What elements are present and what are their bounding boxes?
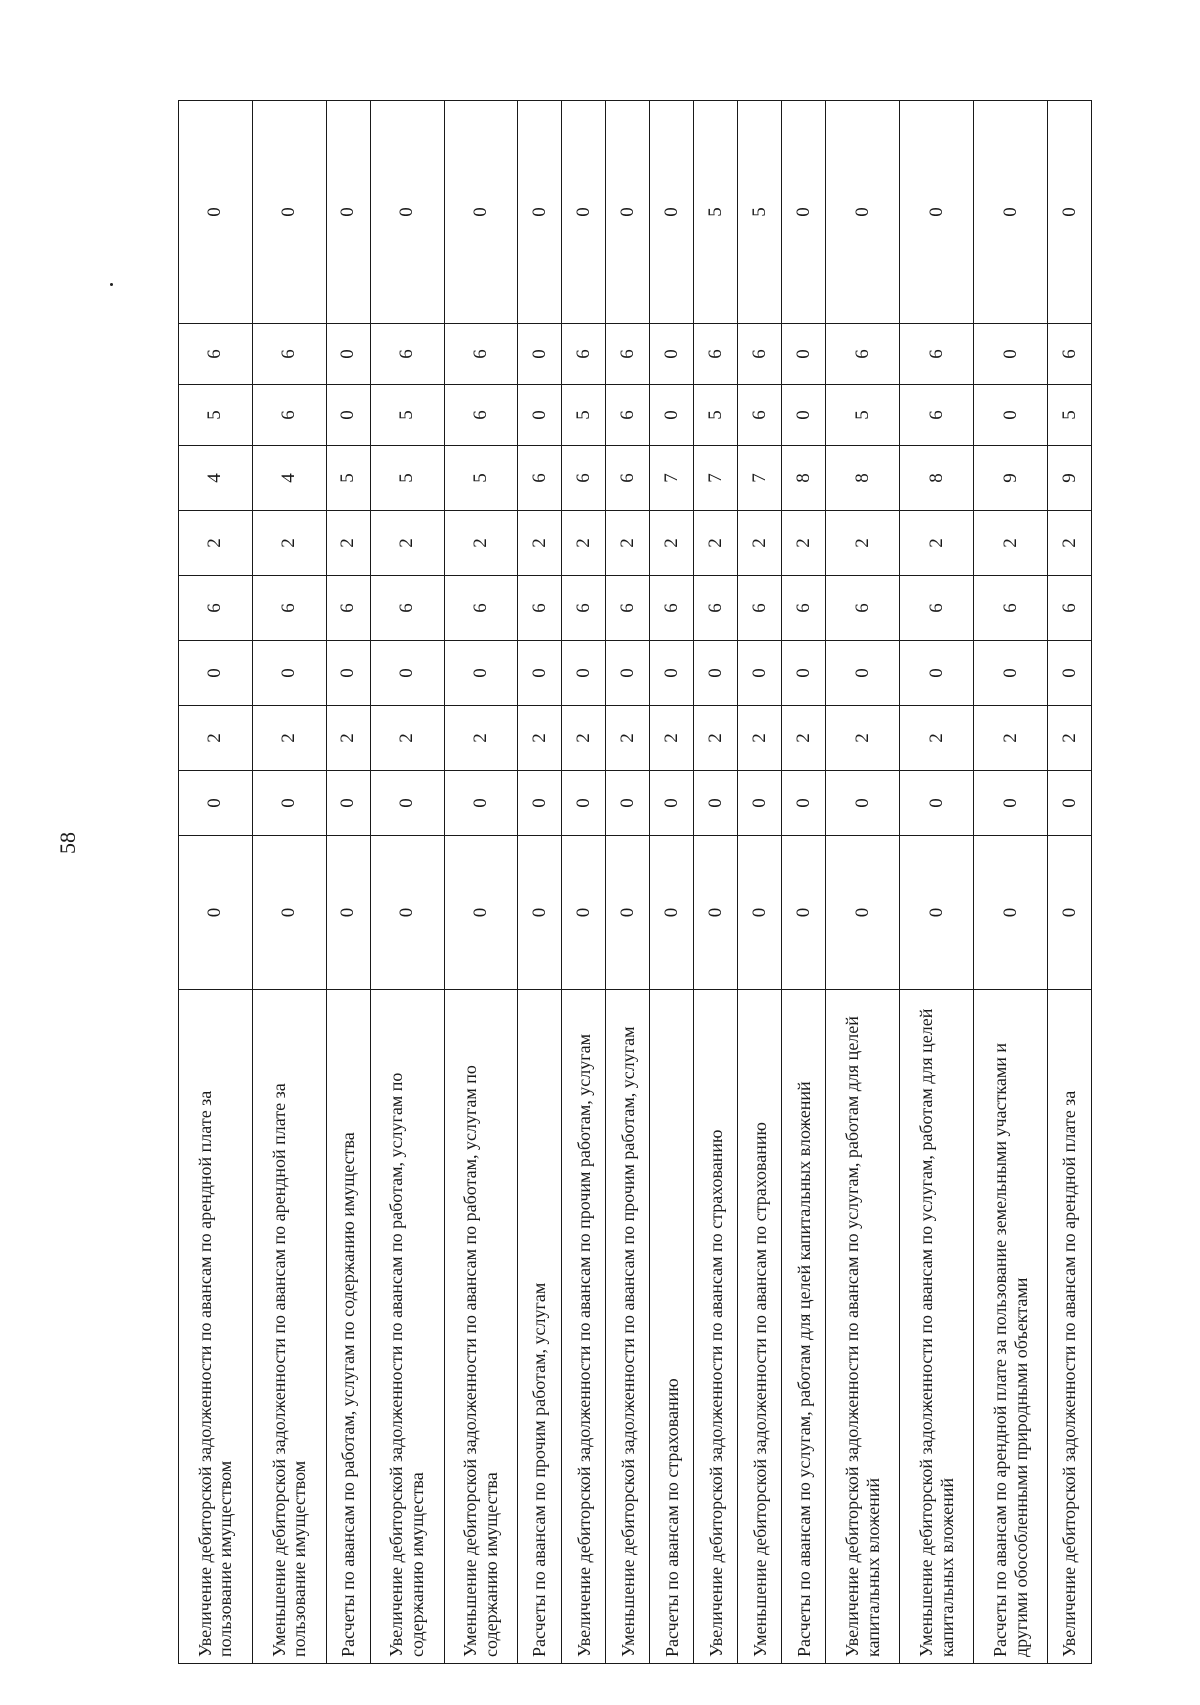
code-digit-cell: 0 xyxy=(826,771,900,836)
code-digit-cell: 0 xyxy=(782,385,826,446)
code-digit-cell: 0 xyxy=(1047,771,1091,836)
code-digit-cell: 2 xyxy=(900,511,974,576)
row-label: Увеличение дебиторской задолженности по авансам по арендной плате за xyxy=(1047,990,1091,1664)
code-digit-cell: 6 xyxy=(826,324,900,385)
code-digit-cell: 0 xyxy=(900,101,974,324)
code-digit-cell: 6 xyxy=(1047,324,1091,385)
code-digit-cell: 6 xyxy=(444,576,518,641)
code-digit-cell: 9 xyxy=(1047,446,1091,511)
code-digit-cell: 2 xyxy=(1047,706,1091,771)
code-digit-cell: 0 xyxy=(974,836,1048,990)
code-digit-cell: 2 xyxy=(562,511,606,576)
row-label: Увеличение дебиторской задолженности по авансам по арендной плате за пользование имуществом xyxy=(179,990,253,1664)
code-digit-cell: 0 xyxy=(694,771,738,836)
code-digit-cell: 0 xyxy=(252,641,326,706)
code-digit-cell: 5 xyxy=(444,446,518,511)
code-digit-cell: 0 xyxy=(370,101,444,324)
code-digit-cell: 0 xyxy=(606,641,650,706)
table-row xyxy=(606,101,650,1664)
code-digit-cell: 0 xyxy=(518,771,562,836)
code-digit-cell: 0 xyxy=(326,836,370,990)
accounts-table xyxy=(178,100,1092,1664)
code-digit-cell: 5 xyxy=(738,101,782,324)
code-digit-cell: 0 xyxy=(606,836,650,990)
code-digit-cell: 0 xyxy=(782,836,826,990)
rotated-table-wrapper xyxy=(178,101,1092,1664)
code-digit-cell: 0 xyxy=(738,836,782,990)
code-digit-cell: 5 xyxy=(179,385,253,446)
code-digit-cell: 0 xyxy=(179,641,253,706)
code-digit-cell: 6 xyxy=(826,576,900,641)
table-row xyxy=(252,101,326,1664)
code-digit-cell: 0 xyxy=(782,771,826,836)
table-row xyxy=(900,101,974,1664)
row-label: Уменьшение дебиторской задолженности по авансам по страхованию xyxy=(738,990,782,1664)
code-digit-cell: 0 xyxy=(782,641,826,706)
code-digit-cell: 2 xyxy=(900,706,974,771)
code-digit-cell: 0 xyxy=(974,324,1048,385)
code-digit-cell: 7 xyxy=(650,446,694,511)
code-digit-cell: 6 xyxy=(606,385,650,446)
code-digit-cell: 6 xyxy=(782,576,826,641)
code-digit-cell: 6 xyxy=(606,446,650,511)
table-row xyxy=(1047,101,1091,1664)
code-digit-cell: 7 xyxy=(738,446,782,511)
code-digit-cell: 6 xyxy=(562,324,606,385)
code-digit-cell: 2 xyxy=(179,511,253,576)
row-label: Увеличение дебиторской задолженности по авансам по услугам, работам для целей капитальных вложений xyxy=(826,990,900,1664)
code-digit-cell: 0 xyxy=(370,641,444,706)
code-digit-cell: 0 xyxy=(694,836,738,990)
code-digit-cell: 0 xyxy=(252,101,326,324)
table-row xyxy=(738,101,782,1664)
code-digit-cell: 6 xyxy=(179,576,253,641)
code-digit-cell: 0 xyxy=(179,771,253,836)
code-digit-cell: 2 xyxy=(826,511,900,576)
code-digit-cell: 6 xyxy=(650,576,694,641)
code-digit-cell: 0 xyxy=(826,641,900,706)
table-row xyxy=(326,101,370,1664)
table-row xyxy=(650,101,694,1664)
code-digit-cell: 8 xyxy=(826,446,900,511)
code-digit-cell: 5 xyxy=(694,385,738,446)
code-digit-cell: 6 xyxy=(326,576,370,641)
code-digit-cell: 5 xyxy=(370,385,444,446)
code-digit-cell: 0 xyxy=(518,641,562,706)
row-label: Расчеты по авансам по страхованию xyxy=(650,990,694,1664)
code-digit-cell: 0 xyxy=(518,836,562,990)
code-digit-cell: 0 xyxy=(518,385,562,446)
table-container xyxy=(178,101,1092,1664)
code-digit-cell: 2 xyxy=(326,511,370,576)
code-digit-cell: 6 xyxy=(518,576,562,641)
code-digit-cell: 6 xyxy=(562,446,606,511)
table-row xyxy=(782,101,826,1664)
code-digit-cell: 2 xyxy=(974,706,1048,771)
row-label: Расчеты по авансам по работам, услугам по содержанию имущества xyxy=(326,990,370,1664)
row-label: Расчеты по авансам по прочим работам, услугам xyxy=(518,990,562,1664)
code-digit-cell: 6 xyxy=(900,385,974,446)
code-digit-cell: 7 xyxy=(694,446,738,511)
code-digit-cell: 0 xyxy=(974,385,1048,446)
page-number: 58 xyxy=(55,832,80,854)
row-label: Увеличение дебиторской задолженности по авансам по страхованию xyxy=(694,990,738,1664)
code-digit-cell: 0 xyxy=(650,641,694,706)
code-digit-cell: 2 xyxy=(606,511,650,576)
code-digit-cell: 6 xyxy=(738,385,782,446)
code-digit-cell: 5 xyxy=(326,446,370,511)
code-digit-cell: 6 xyxy=(444,324,518,385)
code-digit-cell: 0 xyxy=(444,641,518,706)
code-digit-cell: 0 xyxy=(694,641,738,706)
code-digit-cell: 6 xyxy=(974,576,1048,641)
code-digit-cell: 0 xyxy=(252,836,326,990)
code-digit-cell: 6 xyxy=(694,576,738,641)
code-digit-cell: 2 xyxy=(444,706,518,771)
code-digit-cell: 6 xyxy=(1047,576,1091,641)
code-digit-cell: 0 xyxy=(650,324,694,385)
code-digit-cell: 0 xyxy=(974,101,1048,324)
code-digit-cell: 6 xyxy=(900,576,974,641)
code-digit-cell: 2 xyxy=(1047,511,1091,576)
code-digit-cell: 0 xyxy=(562,771,606,836)
code-digit-cell: 2 xyxy=(826,706,900,771)
row-label: Уменьшение дебиторской задолженности по авансам по услугам, работам для целей капитальных вложений xyxy=(900,990,974,1664)
code-digit-cell: 0 xyxy=(370,836,444,990)
code-digit-cell: 2 xyxy=(518,511,562,576)
code-digit-cell: 6 xyxy=(694,324,738,385)
code-digit-cell: 5 xyxy=(370,446,444,511)
code-digit-cell: 6 xyxy=(606,324,650,385)
code-digit-cell: 6 xyxy=(738,576,782,641)
code-digit-cell: 2 xyxy=(606,706,650,771)
table-row xyxy=(518,101,562,1664)
code-digit-cell: 0 xyxy=(326,324,370,385)
code-digit-cell: 0 xyxy=(606,771,650,836)
code-digit-cell: 0 xyxy=(650,836,694,990)
code-digit-cell: 6 xyxy=(518,446,562,511)
code-digit-cell: 6 xyxy=(252,324,326,385)
code-digit-cell: 0 xyxy=(562,101,606,324)
code-digit-cell: 0 xyxy=(900,641,974,706)
code-digit-cell: 4 xyxy=(252,446,326,511)
code-digit-cell: 0 xyxy=(650,385,694,446)
code-digit-cell: 0 xyxy=(650,101,694,324)
code-digit-cell: 0 xyxy=(900,836,974,990)
row-label: Уменьшение дебиторской задолженности по авансам по прочим работам, услугам xyxy=(606,990,650,1664)
code-digit-cell: 0 xyxy=(782,324,826,385)
code-digit-cell: 0 xyxy=(650,771,694,836)
code-digit-cell: 2 xyxy=(738,706,782,771)
code-digit-cell: 2 xyxy=(326,706,370,771)
scan-dot xyxy=(110,283,113,286)
code-digit-cell: 2 xyxy=(370,511,444,576)
code-digit-cell: 2 xyxy=(252,511,326,576)
code-digit-cell: 6 xyxy=(252,576,326,641)
code-digit-cell: 0 xyxy=(518,101,562,324)
code-digit-cell: 0 xyxy=(326,101,370,324)
code-digit-cell: 5 xyxy=(1047,385,1091,446)
code-digit-cell: 0 xyxy=(826,836,900,990)
code-digit-cell: 2 xyxy=(562,706,606,771)
code-digit-cell: 0 xyxy=(252,771,326,836)
code-digit-cell: 0 xyxy=(326,771,370,836)
code-digit-cell: 0 xyxy=(900,771,974,836)
code-digit-cell: 0 xyxy=(518,324,562,385)
code-digit-cell: 6 xyxy=(562,576,606,641)
code-digit-cell: 4 xyxy=(179,446,253,511)
row-label: Уменьшение дебиторской задолженности по авансам по работам, услугам по содержанию имущества xyxy=(444,990,518,1664)
row-label: Увеличение дебиторской задолженности по авансам по работам, услугам по содержанию имущества xyxy=(370,990,444,1664)
code-digit-cell: 2 xyxy=(782,706,826,771)
code-digit-cell: 5 xyxy=(694,101,738,324)
row-label: Увеличение дебиторской задолженности по авансам по прочим работам, услугам xyxy=(562,990,606,1664)
code-digit-cell: 6 xyxy=(252,385,326,446)
code-digit-cell: 9 xyxy=(974,446,1048,511)
code-digit-cell: 2 xyxy=(252,706,326,771)
table-row xyxy=(826,101,900,1664)
code-digit-cell: 5 xyxy=(826,385,900,446)
code-digit-cell: 0 xyxy=(974,771,1048,836)
code-digit-cell: 2 xyxy=(650,511,694,576)
code-digit-cell: 0 xyxy=(370,771,444,836)
code-digit-cell: 2 xyxy=(370,706,444,771)
code-digit-cell: 0 xyxy=(826,101,900,324)
code-digit-cell: 6 xyxy=(444,385,518,446)
code-digit-cell: 0 xyxy=(444,771,518,836)
code-digit-cell: 2 xyxy=(694,511,738,576)
code-digit-cell: 2 xyxy=(518,706,562,771)
code-digit-cell: 2 xyxy=(650,706,694,771)
code-digit-cell: 6 xyxy=(606,576,650,641)
row-label: Уменьшение дебиторской задолженности по авансам по арендной плате за пользование имуществом xyxy=(252,990,326,1664)
code-digit-cell: 2 xyxy=(974,511,1048,576)
table-row xyxy=(370,101,444,1664)
code-digit-cell: 8 xyxy=(782,446,826,511)
code-digit-cell: 2 xyxy=(179,706,253,771)
code-digit-cell: 0 xyxy=(444,836,518,990)
code-digit-cell: 6 xyxy=(738,324,782,385)
table-row xyxy=(179,101,253,1664)
code-digit-cell: 6 xyxy=(900,324,974,385)
code-digit-cell: 0 xyxy=(606,101,650,324)
code-digit-cell: 0 xyxy=(444,101,518,324)
code-digit-cell: 0 xyxy=(738,771,782,836)
code-digit-cell: 6 xyxy=(370,324,444,385)
code-digit-cell: 6 xyxy=(179,324,253,385)
code-digit-cell: 2 xyxy=(738,511,782,576)
table-row xyxy=(562,101,606,1664)
code-digit-cell: 5 xyxy=(562,385,606,446)
code-digit-cell: 0 xyxy=(326,385,370,446)
row-label: Расчеты по авансам по услугам, работам для целей капитальных вложений xyxy=(782,990,826,1664)
code-digit-cell: 0 xyxy=(782,101,826,324)
table-row xyxy=(694,101,738,1664)
code-digit-cell: 2 xyxy=(782,511,826,576)
code-digit-cell: 0 xyxy=(1047,836,1091,990)
row-label: Расчеты по авансам по арендной плате за пользование земельными участками и другими обособленными природными объектами xyxy=(974,990,1048,1664)
table-row xyxy=(444,101,518,1664)
code-digit-cell: 0 xyxy=(326,641,370,706)
code-digit-cell: 0 xyxy=(1047,641,1091,706)
code-digit-cell: 0 xyxy=(974,641,1048,706)
table-row xyxy=(974,101,1048,1664)
code-digit-cell: 0 xyxy=(179,101,253,324)
code-digit-cell: 0 xyxy=(562,641,606,706)
code-digit-cell: 0 xyxy=(738,641,782,706)
code-digit-cell: 0 xyxy=(179,836,253,990)
code-digit-cell: 6 xyxy=(370,576,444,641)
code-digit-cell: 2 xyxy=(444,511,518,576)
code-digit-cell: 0 xyxy=(1047,101,1091,324)
code-digit-cell: 8 xyxy=(900,446,974,511)
code-digit-cell: 0 xyxy=(562,836,606,990)
code-digit-cell: 2 xyxy=(694,706,738,771)
